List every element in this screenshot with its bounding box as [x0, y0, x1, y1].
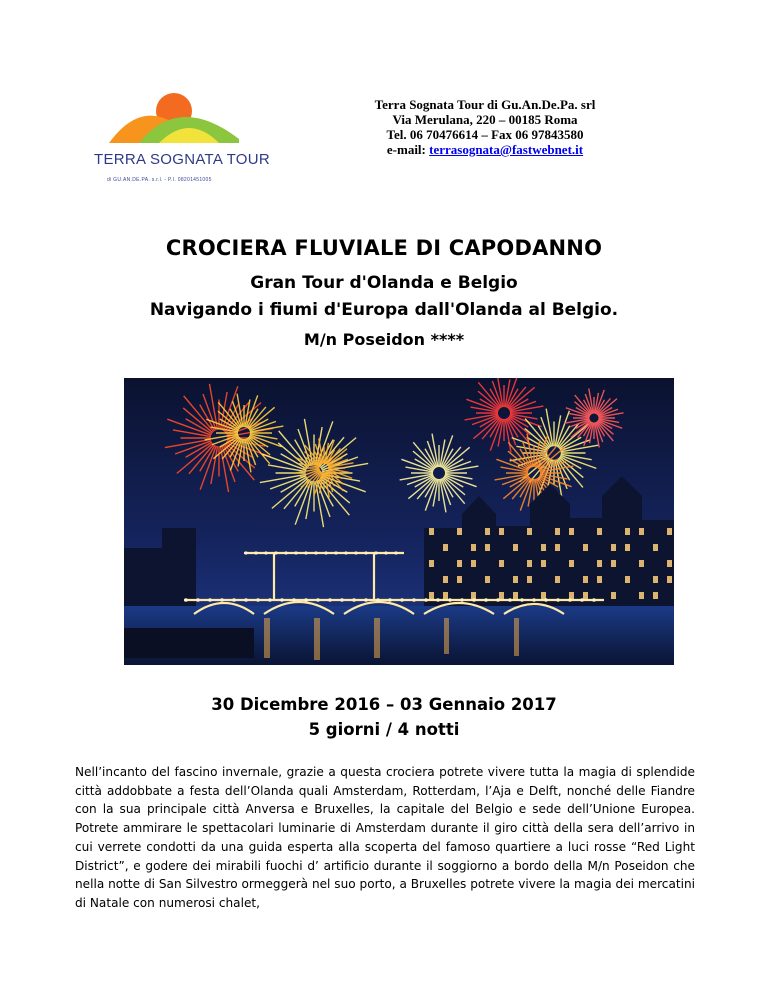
- email-label: e-mail:: [386, 142, 426, 157]
- company-logo: [77, 73, 270, 191]
- company-address: Via Merulana, 220 – 00185 Roma: [392, 112, 578, 127]
- subtitle-tour: Gran Tour d'Olanda e Belgio: [250, 273, 518, 293]
- fireworks-photo: [124, 378, 674, 665]
- subtitle-route: Navigando i fiumi d'Europa dall'Olanda al Belgio.: [149, 300, 619, 320]
- logo-name: TERRA SOGNATA TOUR: [94, 151, 270, 168]
- email-link[interactable]: terrasognata@fastwebnet.it: [429, 142, 584, 157]
- company-name: Terra Sognata Tour di Gu.An.De.Pa. srl: [374, 97, 596, 112]
- logo-subtitle: di GU.AN.DE.PA. s.r.l. - P.I. 08201451005: [107, 177, 212, 183]
- company-email-line: [340, 142, 630, 157]
- trip-dates: 30 Dicembre 2016 – 03 Gennaio 2017: [211, 695, 557, 714]
- ship-name: M/n Poseidon ****: [303, 330, 465, 349]
- company-info: [340, 97, 630, 157]
- page-title: CROCIERA FLUVIALE DI CAPODANNO: [165, 236, 603, 260]
- trip-description: Nell’incanto del fascino invernale, grazie a questa crociera potrete vivere tutta la magia di splendide città addobbate a festa dell’Olanda quali Amsterdam, Rotterdam, l’Aja e Delft, nonché delle Fiandre con la sua principale città Anversa e Bruxelles, la capitale del Belgio e sede dell’Unione Europea. Potrete ammirare le spettacolari luminarie di Amsterdam durante il giro città della sera dell’arrivo in cui verrete condotti da una guida esperta alla scoperta del famoso quartiere a luci rosse “Red Light District”, e godere dei mirabili fuochi d’ artificio durante il soggiorno a bordo della M/n Poseidon che nella notte di San Silvestro ormeggerà nel suo porto, a Bruxelles potrete vivere la magia dei mercatini di Natale con numerosi chalet,: [75, 765, 695, 910]
- sun-hills-icon: [99, 73, 249, 153]
- trip-duration: 5 giorni / 4 notti: [308, 720, 460, 739]
- company-phone: Tel. 06 70476614 – Fax 06 97843580: [386, 127, 584, 142]
